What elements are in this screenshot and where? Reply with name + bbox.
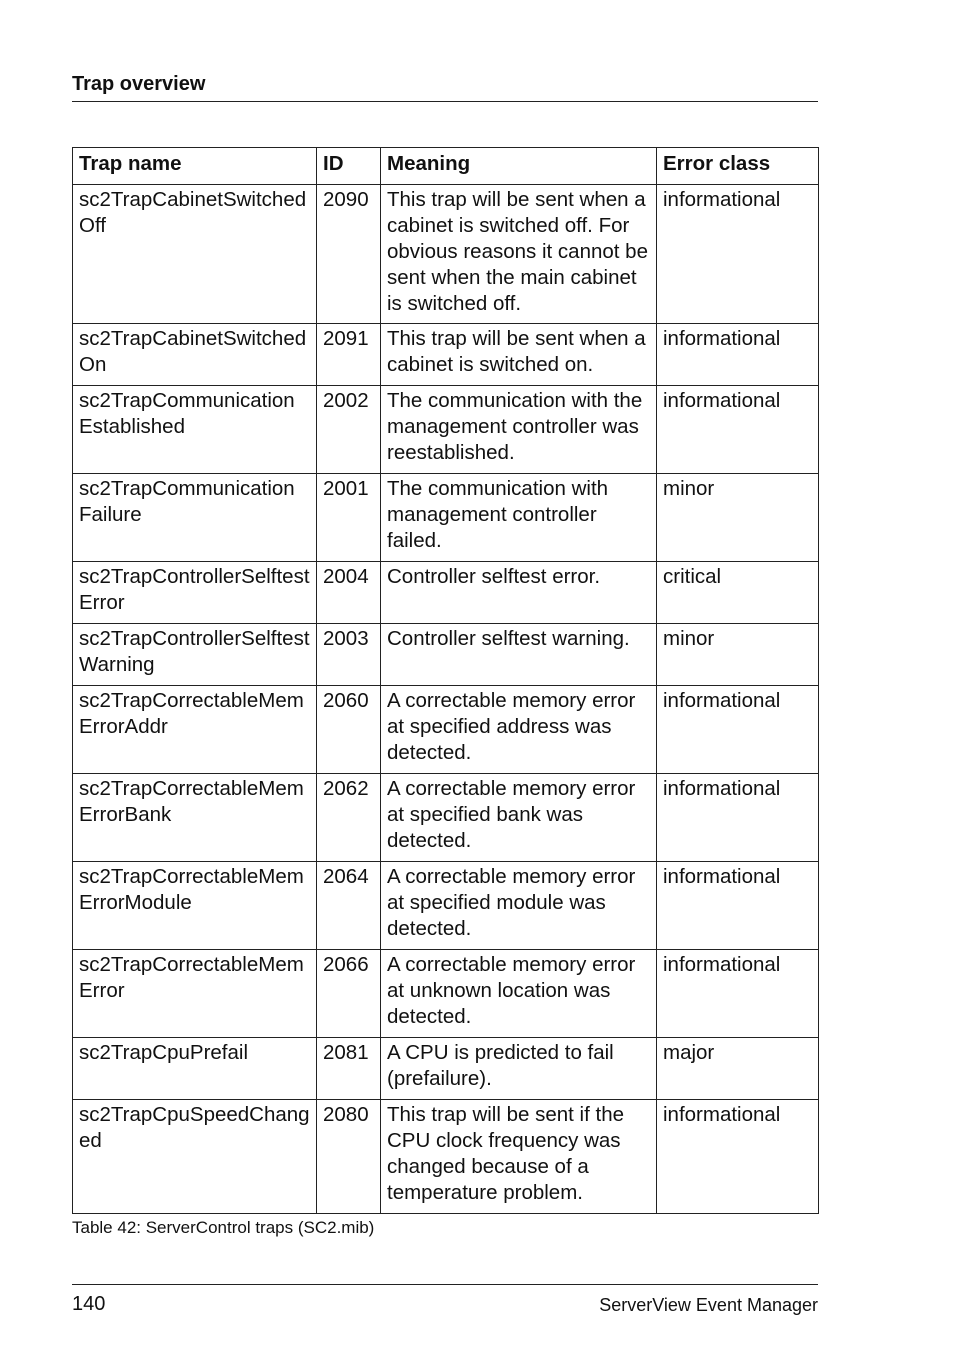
trap-name-cell: sc2TrapCommunication Failure	[73, 474, 317, 562]
error-class-cell: minor	[657, 624, 819, 686]
trap-meaning-cell: A correctable memory error at unknown location was detected.	[381, 950, 657, 1038]
trap-name-cell: sc2TrapCpuSpeedChanged	[73, 1100, 317, 1214]
table-row	[73, 386, 819, 474]
trap-meaning-cell: A CPU is predicted to fail (prefailure).	[381, 1038, 657, 1100]
trap-name-cell: sc2TrapCabinetSwitchedOn	[73, 324, 317, 386]
trap-name-cell: sc2TrapCpuPrefail	[73, 1038, 317, 1100]
table-row	[73, 1038, 819, 1100]
trap-name-cell: sc2TrapCommunication Established	[73, 386, 317, 474]
error-class-cell: informational	[657, 185, 819, 324]
trap-name-cell: sc2TrapControllerSelftestWarning	[73, 624, 317, 686]
trap-id-cell: 2002	[317, 386, 381, 474]
error-class-cell: informational	[657, 774, 819, 862]
error-class-cell: informational	[657, 1100, 819, 1214]
trap-id-cell: 2091	[317, 324, 381, 386]
section-header	[72, 72, 818, 102]
column-header-trap-name: Trap name	[73, 148, 317, 185]
error-class-cell: informational	[657, 324, 819, 386]
table-row	[73, 562, 819, 624]
section-title: Trap overview	[72, 73, 206, 95]
trap-meaning-cell: This trap will be sent when a cabinet is switched off. For obvious reasons it cannot be sent when the main cabinet is switched off.	[381, 185, 657, 324]
table-row	[73, 774, 819, 862]
trap-meaning-cell: A correctable memory error at specified address was detected.	[381, 686, 657, 774]
trap-id-cell: 2001	[317, 474, 381, 562]
trap-name-cell: sc2TrapCorrectableMemErrorBank	[73, 774, 317, 862]
document-title: ServerView Event Manager	[599, 1295, 818, 1315]
trap-meaning-cell: A correctable memory error at specified bank was detected.	[381, 774, 657, 862]
trap-id-cell: 2081	[317, 1038, 381, 1100]
column-header-meaning: Meaning	[381, 148, 657, 185]
trap-name-cell: sc2TrapCorrectableMemErrorAddr	[73, 686, 317, 774]
page-number: 140	[72, 1293, 106, 1315]
error-class-cell: informational	[657, 950, 819, 1038]
page-footer	[72, 1284, 818, 1320]
error-class-cell: informational	[657, 862, 819, 950]
trap-id-cell: 2080	[317, 1100, 381, 1214]
trap-id-cell: 2004	[317, 562, 381, 624]
trap-name-cell: sc2TrapCorrectableMemError	[73, 950, 317, 1038]
error-class-cell: minor	[657, 474, 819, 562]
table-row	[73, 686, 819, 774]
trap-id-cell: 2060	[317, 686, 381, 774]
trap-meaning-cell: Controller selftest error.	[381, 562, 657, 624]
table-row	[73, 950, 819, 1038]
column-header-error-class: Error class	[657, 148, 819, 185]
table-row	[73, 474, 819, 562]
trap-id-cell: 2064	[317, 862, 381, 950]
trap-meaning-cell: A correctable memory error at specified module was detected.	[381, 862, 657, 950]
table-caption: Table 42: ServerControl traps (SC2.mib)	[72, 1218, 375, 1237]
table-row	[73, 185, 819, 324]
trap-table	[72, 147, 819, 1214]
table-header-row	[73, 148, 819, 185]
trap-id-cell: 2090	[317, 185, 381, 324]
trap-id-cell: 2062	[317, 774, 381, 862]
table-row	[73, 1100, 819, 1214]
trap-name-cell: sc2TrapCorrectableMemErrorModule	[73, 862, 317, 950]
error-class-cell: informational	[657, 686, 819, 774]
trap-name-cell: sc2TrapCabinetSwitchedOff	[73, 185, 317, 324]
error-class-cell: informational	[657, 386, 819, 474]
table-row	[73, 862, 819, 950]
trap-meaning-cell: This trap will be sent when a cabinet is switched on.	[381, 324, 657, 386]
trap-meaning-cell: The communication with management controller failed.	[381, 474, 657, 562]
column-header-id: ID	[317, 148, 381, 185]
trap-meaning-cell: The communication with the management controller was reestablished.	[381, 386, 657, 474]
error-class-cell: major	[657, 1038, 819, 1100]
trap-id-cell: 2066	[317, 950, 381, 1038]
error-class-cell: critical	[657, 562, 819, 624]
trap-meaning-cell: Controller selftest warning.	[381, 624, 657, 686]
trap-id-cell: 2003	[317, 624, 381, 686]
table-row	[73, 324, 819, 386]
trap-meaning-cell: This trap will be sent if the CPU clock frequency was changed because of a temperature problem.	[381, 1100, 657, 1214]
trap-name-cell: sc2TrapControllerSelftestError	[73, 562, 317, 624]
table-row	[73, 624, 819, 686]
